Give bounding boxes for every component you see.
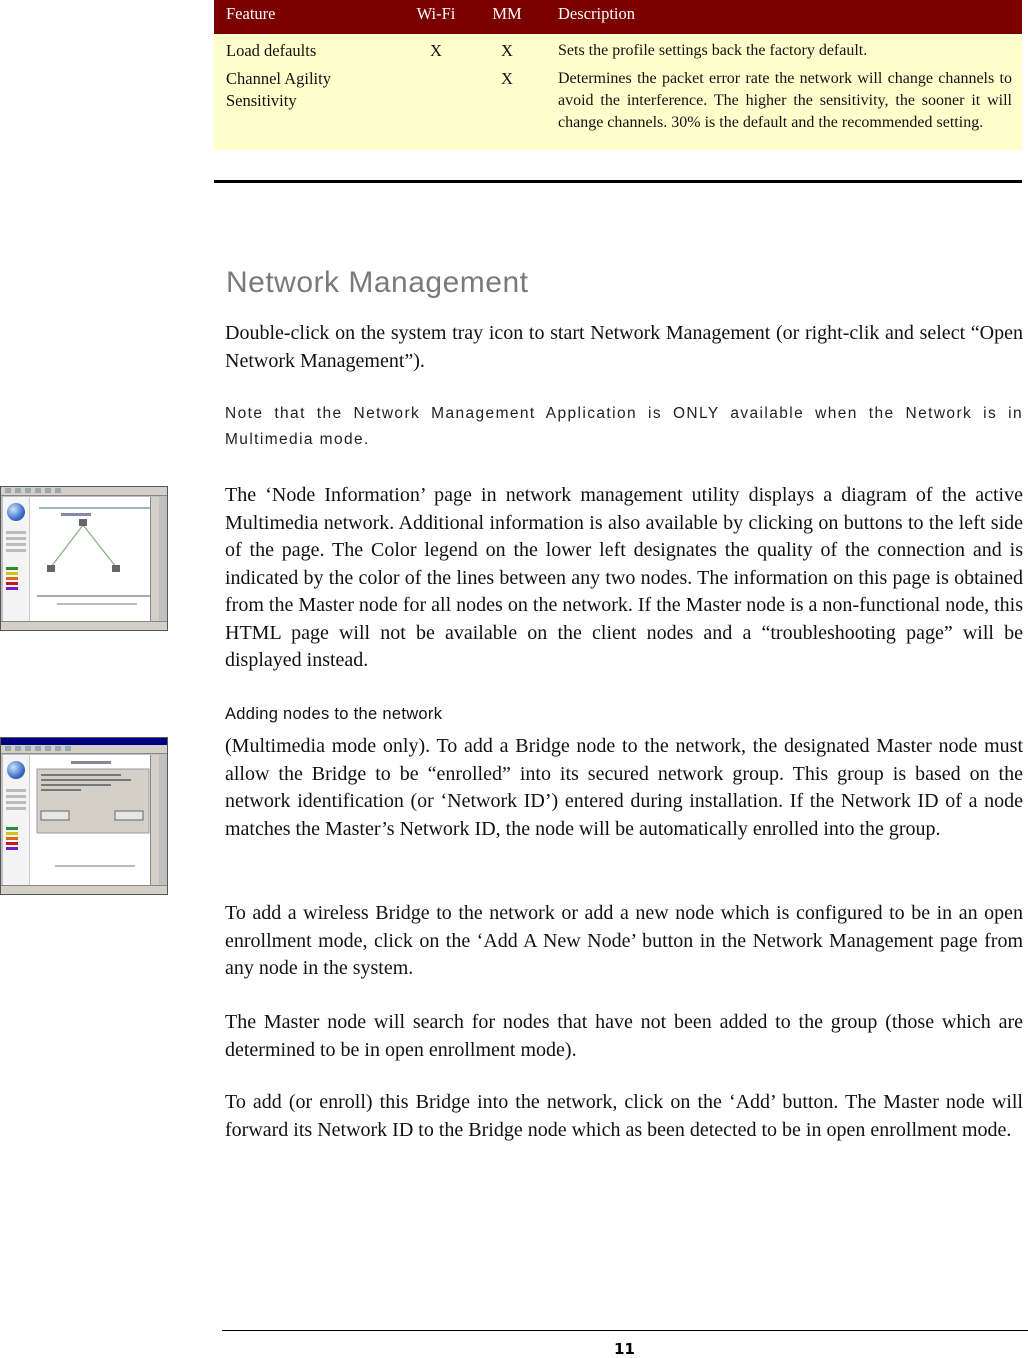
- legend-swatch: [6, 572, 18, 575]
- globe-icon: [7, 761, 25, 779]
- adding-paragraph-4: To add (or enroll) this Bridge into the network, click on the ‘Add’ button. The Master node will forward its Network ID to the Bridge node which as been detected to be in open enrollment mode.: [225, 1091, 1023, 1141]
- header-wifi: Wi-Fi: [416, 4, 456, 23]
- intro-paragraph: Double-click on the system tray icon to start Network Management (or right-clik and select “Open Network Management”).: [225, 322, 1023, 372]
- thumb-left-nav: [3, 755, 30, 886]
- header-feature: Feature: [226, 4, 276, 23]
- node-icon: [47, 565, 55, 572]
- thumb-toolbar: [1, 487, 167, 496]
- adding-paragraph-3: The Master node will search for nodes that have not been added to the group (those which are determined to be in open enrollment mode).: [225, 1011, 1023, 1061]
- legend-swatch: [6, 567, 18, 570]
- cell-wifi: [404, 62, 468, 150]
- legend-swatch: [6, 577, 18, 580]
- thumb-page: [3, 497, 159, 622]
- node-information-screenshot: [0, 486, 168, 631]
- section-heading: Network Management: [226, 266, 529, 299]
- thumb-scrollbar: [150, 755, 159, 886]
- legend-swatch: [6, 582, 18, 585]
- cell-feature: Load defaults: [226, 41, 317, 60]
- node-icon: [79, 519, 87, 526]
- adding-paragraph-1: (Multimedia mode only). To add a Bridge node to the network, the designated Master node must allow the Bridge to be “enrolled” into its secured network group. This group is based on the network identification (or ‘Network ID’) entered during installation. If the Network ID of a node matches the Master’s Network ID, the node will be automatically enrolled into the group.: [225, 735, 1023, 840]
- legend-swatch: [6, 837, 18, 840]
- header-description: Description: [558, 4, 635, 23]
- cell-wifi: X: [430, 41, 442, 60]
- thumb-page: [3, 755, 159, 886]
- thumb-status-bar: [1, 621, 167, 630]
- legend-swatch: [6, 827, 18, 830]
- cell-mm: X: [501, 69, 513, 88]
- thumb-titlebar: [1, 738, 167, 745]
- legend-swatch: [6, 842, 18, 845]
- node-icon: [112, 565, 120, 572]
- header-mm: MM: [492, 4, 522, 23]
- note-paragraph: Note that the Network Management Application is ONLY available when the Network is in Multimedia mode.: [225, 405, 1023, 448]
- legend-swatch: [6, 587, 18, 590]
- subheading-adding-nodes: Adding nodes to the network: [225, 705, 443, 723]
- thumb-scrollbar: [150, 497, 159, 622]
- add-node-form: [31, 755, 161, 886]
- feature-table: [214, 0, 1022, 150]
- cell-description: Determines the packet error rate the network will change channels to avoid the interference. The higher the sensitivity, the sooner it will change channels. 30% is the default and the recommended setting.: [558, 70, 1012, 131]
- legend-swatch: [6, 832, 18, 835]
- footer-rule: [222, 1330, 1028, 1331]
- thumb-status-bar: [1, 885, 167, 894]
- network-diagram: [31, 497, 161, 622]
- table-row: [214, 62, 1022, 150]
- globe-icon: [7, 503, 25, 521]
- table-header-row: [214, 0, 1022, 34]
- adding-paragraph-2: To add a wireless Bridge to the network or add a new node which is configured to be in an open enrollment mode, click on the ‘Add A New Node’ button in the Network Management page from any node in the system.: [225, 902, 1023, 979]
- cell-description: Sets the profile settings back the factory default.: [558, 42, 868, 59]
- add-new-node-screenshot: [0, 737, 168, 895]
- add-button: [41, 811, 69, 820]
- thumb-toolbar: [1, 745, 167, 754]
- table-bottom-rule: [214, 180, 1022, 183]
- cancel-button: [115, 811, 143, 820]
- cell-feature: Channel Agility Sensitivity: [226, 69, 331, 110]
- page-number: 11: [614, 1340, 635, 1358]
- table-row: [214, 34, 1022, 62]
- legend-swatch: [6, 847, 18, 850]
- thumb-left-nav: [3, 497, 30, 622]
- node-info-paragraph: The ‘Node Information’ page in network management utility displays a diagram of the active Multimedia network. Additional information is also available by clicking on buttons to the left side of the page. The Color legend on the lower left designates the quality of the connection and is indicated by the color of the lines between any two nodes. The information on this page is obtained from the Master node for all nodes on the network. If the Master node is a non-functional node, this HTML page will not be available on the client nodes and a “troubleshooting page” will be displayed instead.: [225, 484, 1023, 671]
- cell-mm: X: [501, 41, 513, 60]
